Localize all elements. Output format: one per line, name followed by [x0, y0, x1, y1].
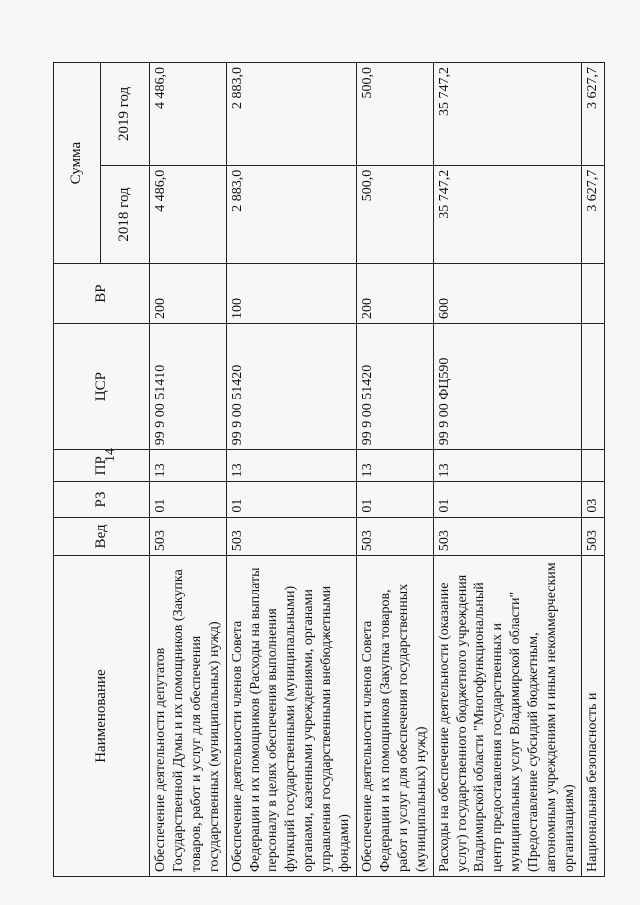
row-rz: 01 — [433, 482, 581, 517]
row-sum-2019: 2 883,0 — [226, 63, 356, 166]
row-vr: 600 — [433, 264, 581, 324]
row-ved: 503 — [581, 517, 604, 556]
row-pr: 13 — [356, 450, 433, 482]
row-sum-2018: 4 486,0 — [150, 165, 227, 263]
row-pr: 13 — [150, 450, 227, 482]
row-vr: 200 — [150, 264, 227, 324]
header-ved: Вед — [54, 517, 150, 556]
header-csr: ЦСР — [54, 324, 150, 450]
row-sum-2018: 500,0 — [356, 165, 433, 263]
page-number: 14 — [103, 448, 118, 462]
budget-table — [53, 62, 605, 877]
row-vr: 100 — [226, 264, 356, 324]
table-row — [433, 63, 581, 877]
row-sum-2018: 35 747,2 — [433, 165, 581, 263]
header-pr: ПР — [54, 450, 150, 482]
header-year-2019: 2019 год — [101, 63, 150, 166]
row-sum-2019: 35 747,2 — [433, 63, 581, 166]
header-year-2018: 2018 год — [101, 165, 150, 263]
table-row — [356, 63, 433, 877]
row-pr — [581, 450, 604, 482]
header-vr: ВР — [54, 264, 150, 324]
row-ved: 503 — [150, 517, 227, 556]
row-name: Расходы на обеспечение деятельности (оказание услуг) государственного бюджетного учреждения Владимирской области "Многофункциональный центр предоставления государственных и муниципальных услуг Владимирской области" (Предоставление субсидий бюджетным, автономным учреждениям и иным некоммерческим организациям) — [433, 556, 581, 877]
row-name: Национальная безопасность и — [581, 556, 604, 877]
row-csr: 99 9 00 51420 — [226, 324, 356, 450]
table-row — [150, 63, 227, 877]
row-name: Обеспечение деятельности депутатов Государственной Думы и их помощников (Закупка товаров, работ и услуг для обеспечения государственных (муниципальных) нужд) — [150, 556, 227, 877]
row-rz: 03 — [581, 482, 604, 517]
header-sum: Сумма — [54, 63, 101, 264]
row-pr: 13 — [226, 450, 356, 482]
row-rz: 01 — [356, 482, 433, 517]
row-name: Обеспечение деятельности членов Совета Федерации и их помощников (Закупка товаров, работ и услуг для обеспечения государственных (муниципальных) нужд) — [356, 556, 433, 877]
row-sum-2019: 4 486,0 — [150, 63, 227, 166]
row-csr: 99 9 00 51420 — [356, 324, 433, 450]
row-csr — [581, 324, 604, 450]
row-vr: 200 — [356, 264, 433, 324]
table-row — [581, 63, 604, 877]
row-rz: 01 — [150, 482, 227, 517]
row-ved: 503 — [433, 517, 581, 556]
row-csr: 99 9 00 51410 — [150, 324, 227, 450]
header-rz: РЗ — [54, 482, 150, 517]
table-row — [226, 63, 356, 877]
row-vr — [581, 264, 604, 324]
row-sum-2018: 3 627,7 — [581, 165, 604, 263]
row-sum-2018: 2 883,0 — [226, 165, 356, 263]
row-sum-2019: 500,0 — [356, 63, 433, 166]
row-ved: 503 — [356, 517, 433, 556]
row-sum-2019: 3 627,7 — [581, 63, 604, 166]
row-csr: 99 9 00 ФЦ590 — [433, 324, 581, 450]
header-row-1 — [54, 63, 101, 877]
header-name: Наименование — [54, 556, 150, 877]
budget-table-wrapper — [53, 62, 600, 877]
row-pr: 13 — [433, 450, 581, 482]
row-ved: 503 — [226, 517, 356, 556]
row-rz: 01 — [226, 482, 356, 517]
row-name: Обеспечение деятельности членов Совета Федерации и их помощников (Расходы на выплаты персоналу в целях обеспечения выполнения функций государственными (муниципальными) органами, казенными учреждениями, органами управления государственными внебюджетными фондами) — [226, 556, 356, 877]
